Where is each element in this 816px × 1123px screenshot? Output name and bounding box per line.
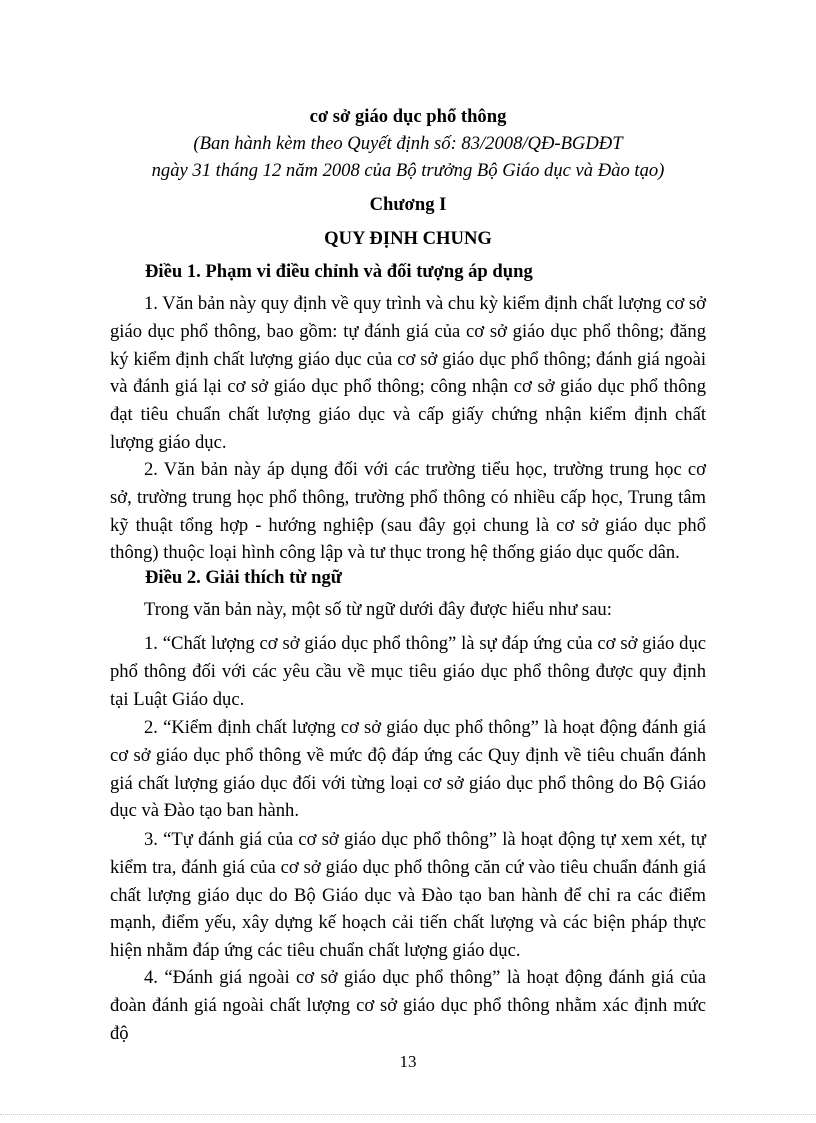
page-bottom-divider <box>0 1114 816 1115</box>
article-1-paragraph-1: 1. Văn bản này quy định về quy trình và chu kỳ kiểm định chất lượng cơ sở giáo dục phổ thông, bao gồm: tự đánh giá của cơ sở giáo dục phổ thông; đăng ký kiểm định chất lượng giáo dục của cơ sở giáo dục phổ thông; đánh giá ngoài và đánh giá lại cơ sở giáo dục phổ thông; công nhận cơ sở giáo dục phổ thông đạt tiêu chuẩn chất lượng giáo dục và cấp giấy chứng nhận kiểm định chất lượng giáo dục. <box>110 293 706 453</box>
article-1-heading: Điều 1. Phạm vi điều chỉnh và đối tượng áp dụng <box>145 261 533 282</box>
chapter-number: Chương I <box>369 194 447 215</box>
article-2-paragraph-4: 4. “Đánh giá ngoài cơ sở giáo dục phổ thông” là hoạt động đánh giá của đoàn đánh giá ngoài chất lượng cơ sở giáo dục phổ thông nhằm xác định mức độ <box>110 967 706 1044</box>
article-2-paragraph-3: 3. “Tự đánh giá của cơ sở giáo dục phổ thông” là hoạt động tự xem xét, tự kiểm tra, đánh giá của cơ sở giáo dục phổ thông căn cứ vào tiêu chuẩn đánh giá chất lượng giáo dục do Bộ Giáo dục và Đào tạo ban hành để chỉ ra các điểm mạnh, điểm yếu, xây dựng kế hoạch cải tiến chất lượng và các biện pháp thực hiện nhằm đáp ứng các tiêu chuẩn chất lượng giáo dục. <box>110 829 706 962</box>
page-number: 13 <box>399 1052 417 1071</box>
issued-line-2: ngày 31 tháng 12 năm 2008 của Bộ trưởng Bộ Giáo dục và Đào tạo) <box>151 160 665 181</box>
document-title: cơ sở giáo dục phổ thông <box>309 106 507 127</box>
chapter-title: QUY ĐỊNH CHUNG <box>324 228 492 249</box>
article-2-intro: Trong văn bản này, một số từ ngữ dưới đây được hiểu như sau: <box>144 599 612 620</box>
article-2-paragraph-2: 2. “Kiểm định chất lượng cơ sở giáo dục phổ thông” là hoạt động đánh giá cơ sở giáo dục phổ thông về mức độ đáp ứng các Quy định về tiêu chuẩn đánh giá chất lượng giáo dục đối với từng loại cơ sở giáo dục phổ thông do Bộ Giáo dục và Đào tạo ban hành. <box>110 717 706 822</box>
article-2-heading: Điều 2. Giải thích từ ngữ <box>145 567 342 588</box>
issued-line-1: (Ban hành kèm theo Quyết định số: 83/2008/QĐ-BGDĐT <box>193 133 623 154</box>
article-2-paragraph-1: 1. “Chất lượng cơ sở giáo dục phổ thông” là sự đáp ứng của cơ sở giáo dục phổ thông đối với các yêu cầu về mục tiêu giáo dục phổ thông được quy định tại Luật Giáo dục. <box>110 633 706 710</box>
article-1-paragraph-2: 2. Văn bản này áp dụng đối với các trường tiểu học, trường trung học cơ sở, trường trung học phổ thông, trường phổ thông có nhiều cấp học, Trung tâm kỹ thuật tổng hợp - hướng nghiệp (sau đây gọi chung là cơ sở giáo dục phổ thông) thuộc loại hình công lập và tư thục trong hệ thống giáo dục quốc dân. <box>110 459 706 564</box>
